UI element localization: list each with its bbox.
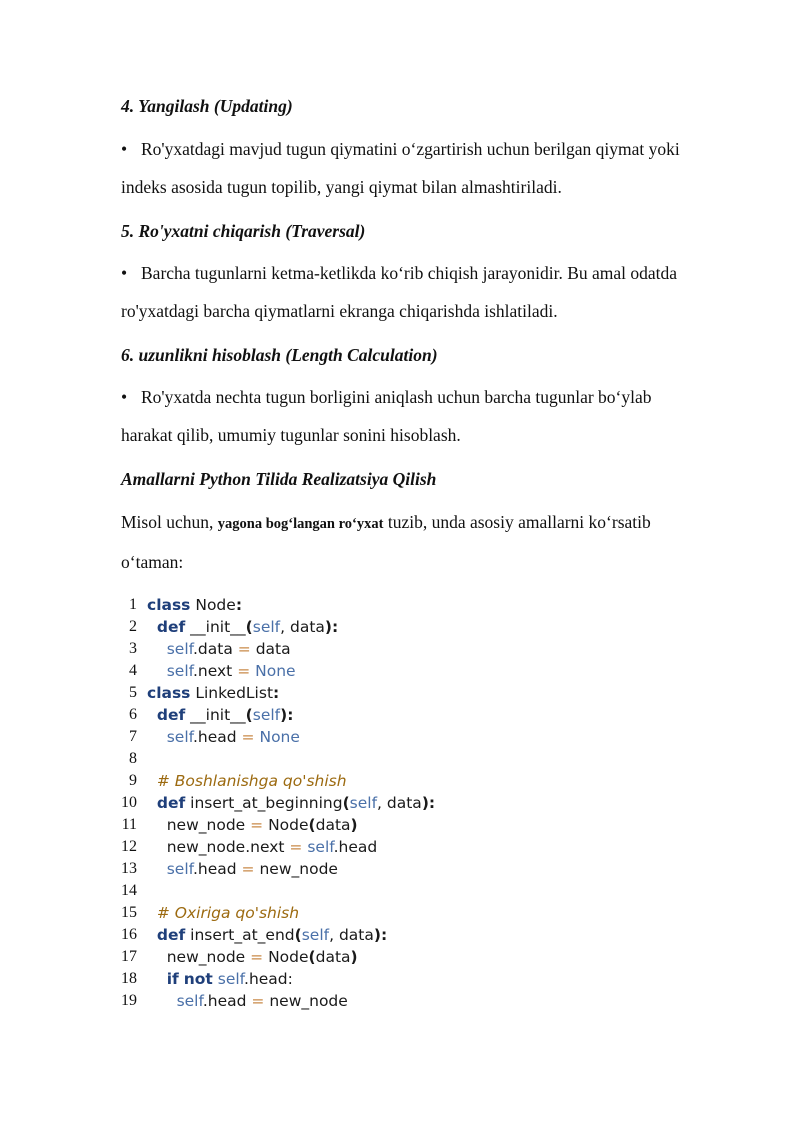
intro-text: tuzib, unda asosiy amallarni ko‘rsatib: [383, 512, 651, 532]
code-line: 5 class LinkedList:: [121, 682, 741, 704]
code-listing: [121, 594, 741, 1012]
code-line: [121, 880, 741, 902]
code-line: 11 new_node = Node(data): [121, 814, 741, 836]
body-line: ro'yxatdagi barcha qiymatlarni ekranga chiqarishda ishlatiladi.: [121, 301, 558, 321]
line-number: 12: [121, 838, 137, 855]
bullet: •: [121, 387, 128, 407]
line-number: 14: [121, 882, 137, 899]
line-number: 4: [129, 662, 137, 679]
intro-bold-text: yagona bog‘langan ro‘yxat: [217, 516, 384, 532]
intro-text: Misol uchun,: [121, 512, 218, 532]
section-body-updating: [121, 130, 721, 206]
bullet: •: [121, 139, 128, 159]
line-number: 18: [121, 970, 137, 987]
code-line: 2 def __init__(self, data):: [121, 616, 741, 638]
bullet: •: [121, 263, 128, 283]
line-number: 15: [121, 904, 137, 921]
code-line: 10 def insert_at_beginning(self, data):: [121, 792, 741, 814]
code-line: 16 def insert_at_end(self, data):: [121, 924, 741, 946]
line-number: 16: [121, 926, 137, 943]
line-number: 13: [121, 860, 137, 877]
code-line: 12 new_node.next = self.head: [121, 836, 741, 858]
body-line: Ro'yxatdagi mavjud tugun qiymatini o‘zgartirish uchun berilgan qiymat yoki: [141, 139, 680, 159]
intro-line: o‘taman:: [121, 552, 184, 572]
code-comment: # Boshlanishga qo'shish: [156, 772, 347, 790]
line-number: 6: [129, 706, 137, 723]
code-line: 1 class Node:: [121, 594, 741, 616]
section-heading-updating: 4. Yangilash (Updating): [121, 96, 293, 116]
line-number: 10: [121, 794, 137, 811]
section-heading-length: 6. uzunlikni hisoblash (Length Calculation): [121, 345, 438, 365]
body-line: harakat qilib, umumiy tugunlar sonini hisoblash.: [121, 425, 461, 445]
section-body-traversal: [121, 254, 721, 330]
code-line: 3 self.data = data: [121, 638, 741, 660]
code-line: 13 self.head = new_node: [121, 858, 741, 880]
code-line: 6 def __init__(self):: [121, 704, 741, 726]
code-line: 17 new_node = Node(data): [121, 946, 741, 968]
code-line: [121, 770, 741, 792]
line-number: 1: [129, 596, 137, 613]
code-line: [121, 902, 741, 924]
implementation-heading: Amallarni Python Tilida Realizatsiya Qilish: [121, 469, 437, 489]
line-number: 11: [121, 816, 137, 833]
line-number: 2: [129, 618, 137, 635]
line-number: 5: [129, 684, 137, 701]
code-comment: # Oxiriga qo'shish: [156, 904, 300, 922]
body-line: Barcha tugunlarni ketma-ketlikda ko‘rib chiqish jarayonidir. Bu amal odatda: [141, 263, 678, 283]
implementation-intro: [121, 503, 721, 581]
line-number: 8: [129, 750, 137, 767]
section-body-length: [121, 378, 721, 454]
code-line: 18 if not self.head:: [121, 968, 741, 990]
code-line: 7 self.head = None: [121, 726, 741, 748]
line-number: 3: [129, 640, 137, 657]
code-line: 4 self.next = None: [121, 660, 741, 682]
line-number: 17: [121, 948, 137, 965]
section-heading-traversal: 5. Ro'yxatni chiqarish (Traversal): [121, 221, 366, 241]
line-number: 19: [121, 992, 137, 1009]
body-line: Ro'yxatda nechta tugun borligini aniqlash uchun barcha tugunlar bo‘ylab: [141, 387, 652, 407]
code-line: [121, 748, 741, 770]
line-number: 7: [129, 728, 137, 745]
line-number: 9: [129, 772, 137, 789]
body-line: indeks asosida tugun topilib, yangi qiymat bilan almashtiriladi.: [121, 177, 562, 197]
code-line: 19 self.head = new_node: [121, 990, 741, 1012]
